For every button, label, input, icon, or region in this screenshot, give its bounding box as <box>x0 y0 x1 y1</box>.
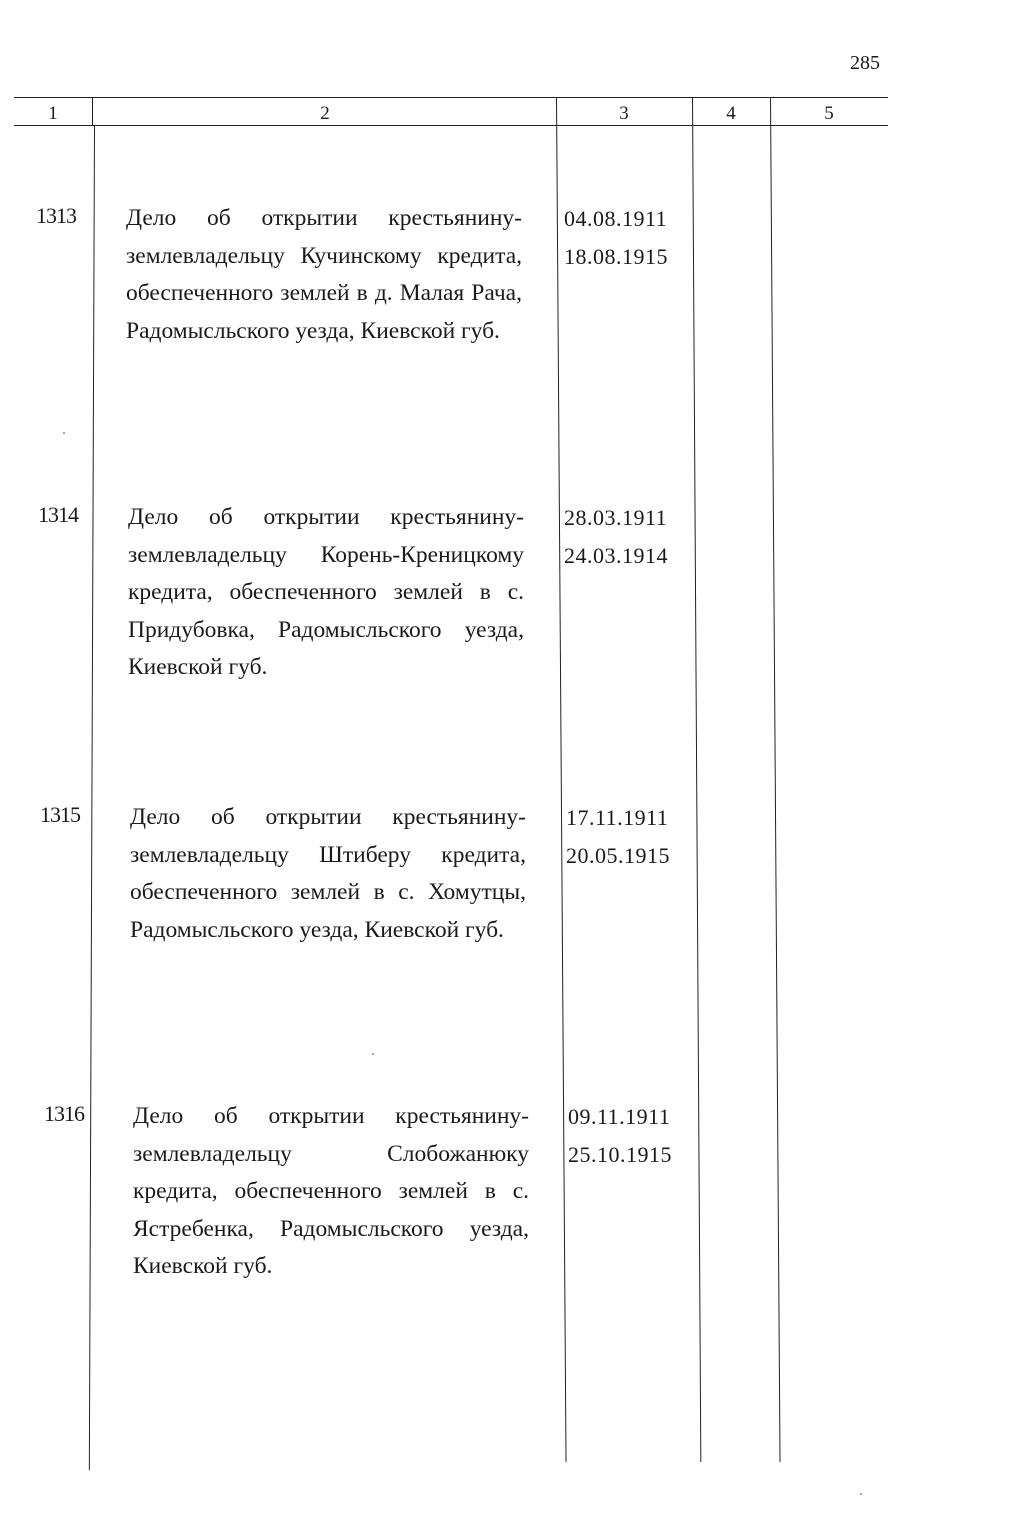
date-start: 28.03.1911 <box>564 505 668 530</box>
column-divider-1 <box>92 97 93 125</box>
row-number: 1316 <box>44 1101 84 1126</box>
date-start: 17.11.1911 <box>566 805 669 830</box>
column-divider-1-body <box>89 125 95 1470</box>
row-description: Дело об открытии крестьянину-землевладельцу Штиберу кредита, обеспеченного землей в с. Хомутцы, Радомысльского уезда, Киевской губ. <box>130 804 526 943</box>
scan-speck <box>63 432 65 434</box>
row-description: Дело об открытии крестьянину-землевладельцу Слобожанюку кредита, обеспеченного землей в с. Ястребенка, Радомысльского уезда, Киевской губ. <box>133 1103 529 1279</box>
date-end: 25.10.1915 <box>568 1142 672 1167</box>
row-number: 1313 <box>36 203 76 228</box>
row-description: Дело об открытии крестьянину-землевладельцу Кучинскому кредита, обеспеченного землей в д. Малая Рача, Радомысльского уезда, Киевской губ. <box>126 205 522 344</box>
header-bottom-rule <box>14 125 888 126</box>
column-divider-3 <box>692 97 701 1462</box>
row-dates <box>568 1098 672 1174</box>
row-dates <box>564 200 668 276</box>
row-number: 1314 <box>38 502 78 527</box>
row-dates <box>566 799 670 875</box>
column-header-1: 1 <box>48 103 58 124</box>
column-header-5: 5 <box>824 103 834 124</box>
row-dates <box>564 499 668 575</box>
date-end: 18.08.1915 <box>564 244 668 269</box>
header-top-rule <box>14 97 888 98</box>
page-number: 285 <box>850 52 880 74</box>
column-header-3: 3 <box>619 103 629 124</box>
date-end: 24.03.1914 <box>564 543 668 568</box>
column-divider-2 <box>556 97 567 1462</box>
column-divider-4 <box>770 97 781 1462</box>
column-header-4: 4 <box>726 103 736 124</box>
scan-speck <box>860 1493 862 1495</box>
date-start: 09.11.1911 <box>568 1104 671 1129</box>
row-description: Дело об открытии крестьянину-землевладельцу Корень-Креницкому кредита, обеспеченного землей в с. Придубовка, Радомысльского уезда, Киевской губ. <box>128 504 524 680</box>
row-number: 1315 <box>40 802 80 827</box>
scan-speck <box>372 1053 374 1055</box>
column-header-2: 2 <box>320 103 330 124</box>
date-end: 20.05.1915 <box>566 843 670 868</box>
date-start: 04.08.1911 <box>564 206 668 231</box>
